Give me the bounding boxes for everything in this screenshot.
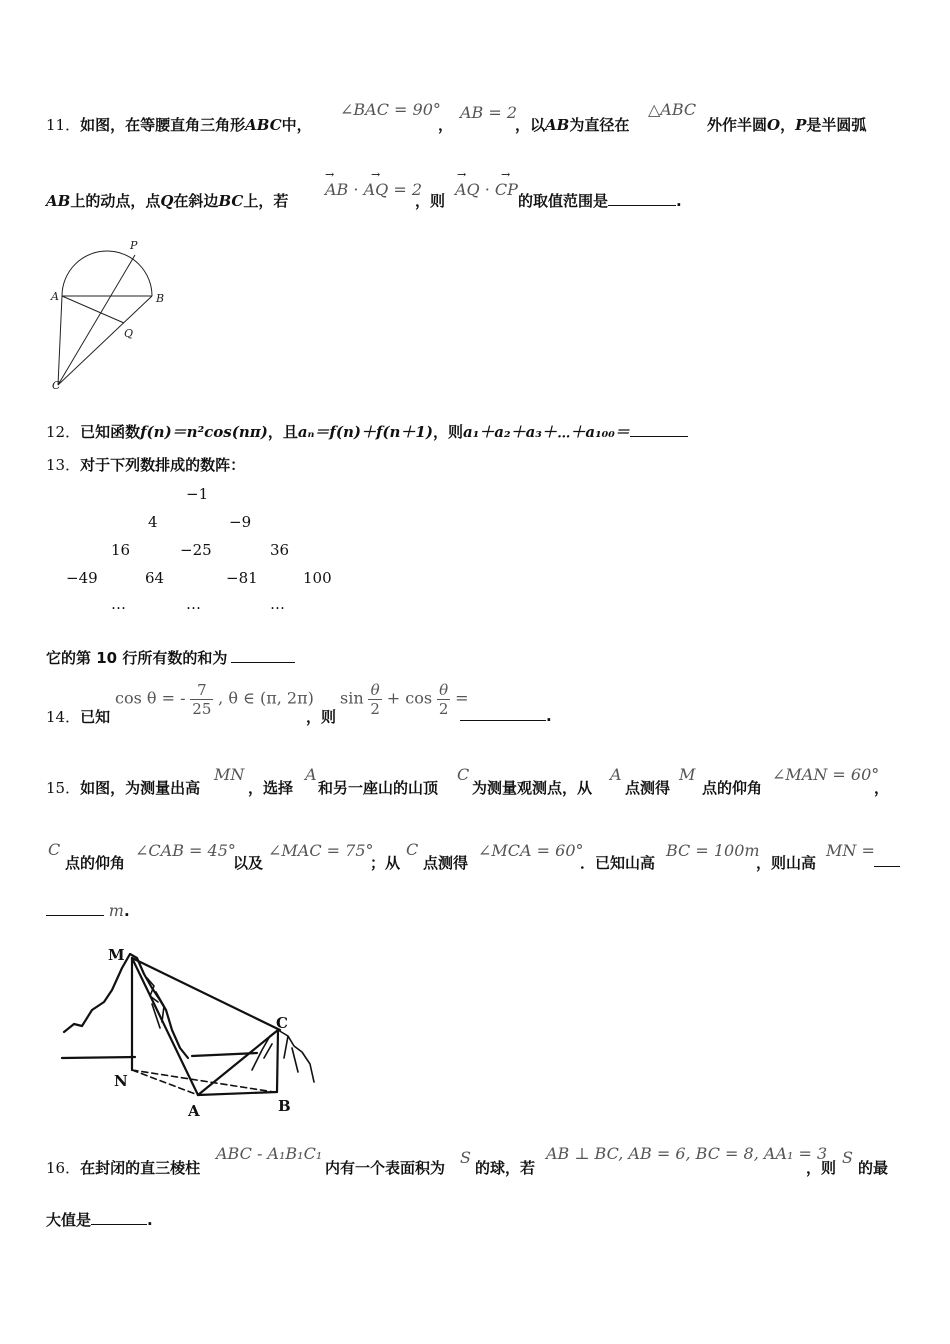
answer-blank[interactable]: [460, 706, 546, 721]
cos-text: + cos: [386, 688, 433, 708]
q11-triangle: △ABC: [648, 100, 697, 119]
array-cell: 16: [111, 541, 131, 559]
q15-number: 15．: [46, 779, 81, 797]
q11-figure: [40, 235, 180, 395]
segment-ac: [58, 296, 62, 385]
q15-unit: m: [108, 901, 124, 920]
q16-text: 的最: [858, 1159, 889, 1177]
q15-line1: [46, 777, 200, 798]
q15-c3: C: [406, 840, 419, 859]
q16-s: S: [460, 1148, 471, 1167]
q11-line1b: [515, 114, 629, 135]
q11-then: ，则: [415, 192, 446, 210]
label-c: C: [52, 379, 61, 392]
array-cell: 100: [303, 569, 332, 587]
answer-blank[interactable]: [231, 648, 295, 663]
q11-p: P: [795, 116, 807, 134]
label-c: C: [276, 1014, 288, 1032]
q11-number: 11．: [46, 116, 81, 134]
segment-nb-dashed: [132, 1070, 274, 1092]
q14-cos-text: cos θ = -: [115, 688, 186, 708]
segment-aq: [62, 296, 124, 323]
q15-a2: A: [610, 765, 622, 784]
q13-text: 它的第 10 行所有数的和为: [46, 649, 228, 667]
q15-text: 点的仰角: [702, 779, 763, 797]
q15-text: ，: [874, 779, 890, 797]
q15-text: ；从: [370, 854, 401, 872]
q11-line2: [46, 190, 288, 211]
array-ellipsis: …: [270, 595, 285, 613]
array-ellipsis: …: [186, 595, 201, 613]
answer-blank[interactable]: [630, 422, 688, 437]
label-a: A: [188, 1102, 200, 1120]
array-cell: 4: [148, 513, 158, 531]
q15-blank-a: [874, 852, 900, 871]
q15-c2: C: [48, 840, 61, 859]
fraction-theta-2: [368, 681, 382, 718]
q11-text: 是半圆弧: [806, 116, 867, 134]
q15-bc: BC = 100m: [666, 841, 760, 860]
segment-ab: [198, 1092, 277, 1095]
q11-text: 上，若: [243, 192, 289, 210]
q15-mn-eq: MN =: [826, 841, 875, 860]
q11-text: 外作半圆: [707, 116, 768, 134]
q11-ab: AB: [545, 116, 570, 134]
answer-blank[interactable]: [46, 901, 104, 916]
segment-cb: [277, 1030, 278, 1092]
q12-text: ，且: [267, 423, 298, 441]
numerator: 7: [190, 681, 213, 700]
q15-a: A: [305, 765, 317, 784]
q15-angle-man: ∠MAN = 60°: [772, 765, 880, 784]
q16-number: 16．: [46, 1159, 81, 1177]
q14-line: [46, 706, 110, 727]
sin-text: sin: [340, 688, 364, 708]
q15-text: 和另一座山的山顶: [318, 779, 439, 797]
q16-text: 在封闭的直三棱柱: [80, 1159, 201, 1177]
q15-text: ，选择: [248, 779, 294, 797]
q12-sum: a₁＋a₂＋a₃＋⋯＋a₁₀₀＝: [462, 423, 630, 441]
label-m: M: [108, 946, 125, 964]
label-n: N: [114, 1072, 128, 1090]
q15-text: 如图，为测量出高: [80, 779, 201, 797]
q11-text: 上的动点，点: [70, 192, 161, 210]
q11-ab-eq-2: AB = 2: [460, 103, 518, 122]
q14-blank-line: [460, 706, 552, 725]
q12-function: f(n)＝n²cos(nπ): [140, 423, 268, 441]
q11-text: 在斜边: [173, 192, 219, 210]
q16-condition: AB ⊥ BC, AB = 6, BC = 8, AA₁ = 3: [546, 1144, 828, 1163]
q11-abc: ABC: [245, 116, 282, 134]
q16-text: ，则: [806, 1159, 837, 1177]
array-cell: −81: [226, 569, 258, 587]
q11-dot-product-1: AB · AQ = 2 → →: [325, 168, 422, 199]
array-ellipsis: …: [111, 595, 126, 613]
q11-text: 如图，在等腰直角三角形: [80, 116, 246, 134]
q11-bc: BC: [218, 192, 244, 210]
q15-m: M: [679, 765, 696, 784]
q15-text: ．已知山高: [580, 854, 656, 872]
q11-text: 中，: [281, 116, 312, 134]
q16-text: 内有一个表面积为: [325, 1159, 446, 1177]
q11-line1c: [707, 114, 866, 135]
q16-text: .: [147, 1211, 153, 1229]
q16-line1: [46, 1157, 200, 1178]
q11-text: ，以: [515, 116, 546, 134]
q15-text: .: [123, 902, 130, 920]
label-b: B: [278, 1097, 291, 1115]
q15-mn: MN: [214, 765, 245, 784]
q16-text: 大值是: [46, 1211, 92, 1229]
fraction-7-25: [190, 681, 213, 718]
q11-line1: [46, 114, 312, 135]
q12-line: [46, 421, 688, 442]
label-q: Q: [124, 327, 134, 340]
answer-blank[interactable]: [91, 1210, 147, 1225]
q11-text: 为直径在: [569, 116, 630, 134]
q11-dot-product-2: AQ · CP → →: [455, 168, 518, 199]
segment-mc: [132, 958, 280, 1030]
denominator: 2: [438, 700, 449, 718]
q12-text: ，则: [432, 423, 463, 441]
q15-figure: [52, 940, 352, 1120]
answer-blank[interactable]: [874, 852, 900, 867]
label-a: A: [51, 290, 59, 303]
numerator: θ: [368, 681, 382, 700]
label-b: B: [156, 292, 165, 305]
q13-number: 13．: [46, 456, 81, 474]
label-p: P: [130, 239, 138, 252]
q13-answer-line: [46, 647, 295, 668]
q15-text: 为测量观测点，从: [472, 779, 593, 797]
q15-c: C: [457, 765, 470, 784]
q14-text: .: [546, 707, 552, 725]
q15-text: ，则山高: [756, 854, 817, 872]
q11-line2b: [518, 190, 682, 211]
q14-cos: [115, 681, 314, 718]
q11-q: Q: [160, 192, 174, 210]
q11-text: 的取值范围是: [518, 192, 609, 210]
numerator: θ: [437, 681, 451, 700]
q15-text: 以及: [233, 854, 264, 872]
segment-cp: [58, 255, 135, 385]
q15-text: 点的仰角: [65, 854, 126, 872]
array-cell: 36: [270, 541, 290, 559]
q11-o: O: [767, 116, 781, 134]
q15-angle-mac: ∠MAC = 75°: [268, 841, 374, 860]
q14-number: 14．: [46, 708, 81, 726]
q11-angle-bac: ∠BAC = 90°: [340, 100, 441, 119]
q16-text: 的球，若: [475, 1159, 536, 1177]
q14-expression: [340, 681, 469, 718]
q14-then: ，则: [306, 708, 337, 726]
horizon-line: [62, 1057, 135, 1058]
mountain-left: [64, 954, 188, 1058]
mountain-right: [252, 1030, 314, 1082]
q16-line2: [46, 1209, 153, 1230]
q15-angle-cab: ∠CAB = 45°: [135, 841, 236, 860]
q12-sequence: aₙ＝f(n)＋f(n＋1): [297, 423, 433, 441]
q11-dot-product-text: AB · AQ = 2: [325, 180, 422, 199]
denominator: 25: [192, 700, 212, 718]
equals: =: [455, 688, 469, 708]
array-cell: −9: [229, 513, 252, 531]
denominator: 2: [370, 700, 380, 718]
q15-angle-mca: ∠MCA = 60°: [478, 841, 584, 860]
q11-ab: AB: [46, 192, 71, 210]
answer-blank[interactable]: [608, 191, 676, 206]
q16-s2: S: [842, 1148, 853, 1167]
array-cell: −25: [180, 541, 212, 559]
q15-line3: [46, 901, 130, 920]
q11-text: ，: [780, 116, 796, 134]
fraction-theta-2: [437, 681, 451, 718]
q11-comma: ，: [438, 116, 454, 134]
array-cell: −49: [66, 569, 98, 587]
q14-text: 已知: [80, 708, 111, 726]
segment-ac: [198, 1030, 278, 1095]
q12-number: 12．: [46, 423, 81, 441]
semicircle-arc: [62, 251, 152, 296]
q13-line: [46, 454, 245, 475]
q15-text: 点测得: [625, 779, 671, 797]
segment-bc: [58, 296, 152, 385]
q16-prism: ABC - A₁B₁C₁: [216, 1144, 323, 1163]
q11-dot-product-text: AQ · CP: [455, 180, 518, 199]
q15-text: 点测得: [423, 854, 469, 872]
q14-range: , θ ∈ (π, 2π): [218, 688, 314, 708]
q13-text: 对于下列数排成的数阵：: [80, 456, 246, 474]
array-cell: −1: [186, 485, 209, 503]
q12-text: 已知函数: [80, 423, 141, 441]
array-cell: 64: [145, 569, 165, 587]
q11-text: .: [676, 192, 682, 210]
